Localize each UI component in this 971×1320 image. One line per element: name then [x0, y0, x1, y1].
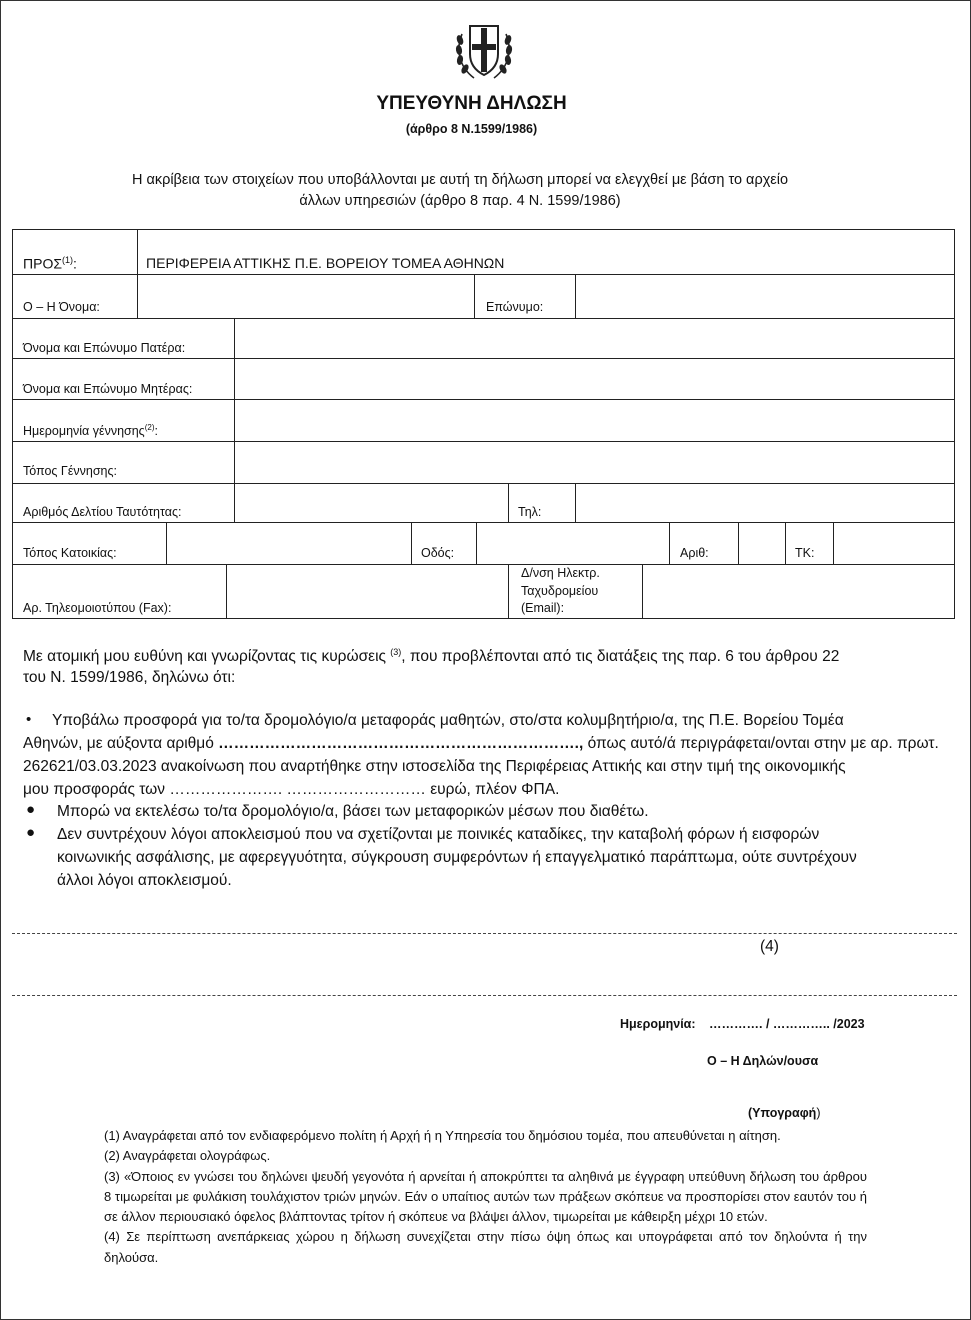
footnotes [104, 1126, 867, 1268]
surname-label: Επώνυμο: [486, 300, 544, 314]
intro-line-1: Η ακρίβεια των στοιχείων που υποβάλλονται με αυτή τη δήλωση μπορεί να ελεγχθεί με βάση το αρχείο [131, 172, 789, 188]
birthdate-label: Ημερομηνία γέννησης$^{(2)}$: [23, 423, 158, 439]
street-field[interactable] [483, 527, 663, 559]
bullet-marker: • [26, 711, 32, 728]
declarant-label: Ο – Η Δηλών/ουσα [707, 1054, 819, 1068]
continuation-line [12, 995, 957, 996]
id-number-field[interactable] [241, 487, 501, 517]
father-name-label: Όνομα και Επώνυμο Πατέρα: [23, 341, 186, 355]
declaration-form [12, 229, 955, 619]
residence-field[interactable] [173, 527, 405, 559]
birthplace-label: Τόπος Γέννησης: [23, 464, 118, 478]
name-field[interactable] [149, 280, 467, 312]
continuation-line [12, 933, 957, 934]
signature-label[interactable]: (Υπογραφή) [748, 1106, 821, 1120]
footnote-4: (4) Σε περίπτωση ανεπάρκειας χώρου η δήλωση συνεχίζεται στην πίσω όψη όπως και υπογράφεται από τον δηλούντα ή την δηλούσα. [104, 1229, 867, 1265]
residence-label: Τόπος Κατοικίας: [23, 546, 117, 560]
number-field[interactable] [744, 527, 780, 559]
document-title: ΥΠΕΥΘΥΝΗ ΔΗΛΩΣΗ [376, 93, 567, 114]
father-name-field[interactable] [241, 322, 946, 354]
pros-value: ΠΕΡΙΦΕΡΕΙΑ ΑΤΤΙΚΗΣ Π.Ε. ΒΟΡΕΙΟΥ ΤΟΜΕΑ ΑΘΗΝΩΝ [146, 255, 505, 271]
document-subtitle: (άρθρο 8 Ν.1599/1986) [405, 122, 538, 136]
email-label: Δ/νση Ηλεκτρ. Ταχυδρομείου (Email): [521, 566, 600, 615]
footnote-3: (3) «Όποιος εν γνώσει του δηλώνει ψευδή γεγονότα ή αρνείται ή αποκρύπτει τα αληθινά με έγγραφη υπεύθυνη δήλωση του άρθρου 8 τιμωρείται με φυλάκιση τουλάχιστον τριών μηνών. Εάν ο υπαίτιος αυτών των πράξεων σκόπευε να προσπορίσει στον εαυτόν του ή σε άλλον περιουσιακό όφελος βλάπτοντας τρίτον ή σκόπευε να βλάψει άλλον, τιμωρείται με κάθειρξη μέχρι 10 ετών. [104, 1168, 867, 1225]
footnote-1: (1) Αναγράφεται από τον ενδιαφερόμενο πολίτη ή Αρχή ή η Υπηρεσία του δημόσιου τομέα, που απευθύνεται η αίτηση. [104, 1128, 781, 1143]
number-label: Αριθ: [680, 546, 709, 560]
id-number-label: Αριθμός Δελτίου Ταυτότητας: [23, 505, 182, 519]
fax-field[interactable] [232, 568, 502, 612]
bullet-offer-continued: Αθηνών, με αύξοντα αριθμό ……………………………………………………………., όπως αυτό/ά περιγράφεται/ονται στην με αρ. πρωτ. 262621/03.03.2023 ανακοίνωση που αναρτήθηκε στην ιστοσελίδα της Περιφέρειας Αττικής και στην τιμή της οικονομικής μου προσφοράς των …………………. ……………………… ευρώ, πλέον ΦΠΑ. [23, 735, 939, 798]
date-value[interactable]: …………. / ………….. /2023 [709, 1017, 865, 1031]
bullet-marker: ● [26, 824, 36, 841]
declaration-statement: Με ατομική μου ευθύνη και γνωρίζοντας τις κυρώσεις $^{(3)}$, που προβλέπονται από τις διατάξεις της παρ. 6 του άρθρου 22 του Ν. 1599/1986, δηλώνω ότι: [23, 647, 840, 687]
phone-field[interactable] [581, 487, 946, 517]
fax-label: Αρ. Τηλεομοιοτύπου (Fax): [23, 601, 172, 615]
bullet-vehicles: Μπορώ να εκτελέσω το/τα δρομολόγιο/α, βάσει των μεταφορικών μέσων που διαθέτω. [57, 803, 649, 820]
date-label: Ημερομηνία: [620, 1017, 696, 1031]
street-label: Οδός: [421, 546, 455, 560]
name-label: Ο – Η Όνομα: [23, 300, 100, 314]
surname-field[interactable] [583, 280, 948, 312]
bullet-exclusion: Δεν συντρέχουν λόγοι αποκλεισμού που να σχετίζονται με ποινικές καταδίκες, την καταβολή φόρων ή εισφορών κοινωνικής ασφάλισης, με αφερεγγυότητα, σύγκρουση συμφερόντων ή επαγγελματικό παράπτωμα, ούτε συντρέχουν άλλοι λόγοι αποκλεισμού. [57, 826, 857, 889]
mother-name-label: Όνομα και Επώνυμο Μητέρας: [23, 382, 193, 396]
note-4-marker: (4) [760, 938, 779, 955]
email-field[interactable] [649, 568, 947, 612]
bullet-marker: ● [26, 801, 36, 818]
mother-name-field[interactable] [241, 363, 946, 395]
footnote-2: (2) Αναγράφεται ολογράφως. [104, 1148, 271, 1164]
birthdate-field[interactable] [241, 404, 946, 436]
postcode-label: ΤΚ: [795, 546, 815, 560]
greek-emblem-icon [448, 14, 520, 86]
intro-line-2: άλλων υπηρεσιών (άρθρο 8 παρ. 4 Ν. 1599/1986) [299, 193, 621, 209]
postcode-field[interactable] [839, 527, 947, 559]
pros-label: ΠΡΟΣ$^{(1)}$: [23, 255, 77, 272]
intro-text [80, 170, 840, 212]
bullet-offer: Υποβάλω προσφορά για το/τα δρομολόγιο/α μεταφοράς μαθητών, στο/στα κολυμβητήριο/α, της Π.Ε. Βορείου Τομέα [52, 712, 844, 729]
birthplace-field[interactable] [241, 446, 946, 478]
phone-label: Τηλ: [518, 505, 542, 519]
